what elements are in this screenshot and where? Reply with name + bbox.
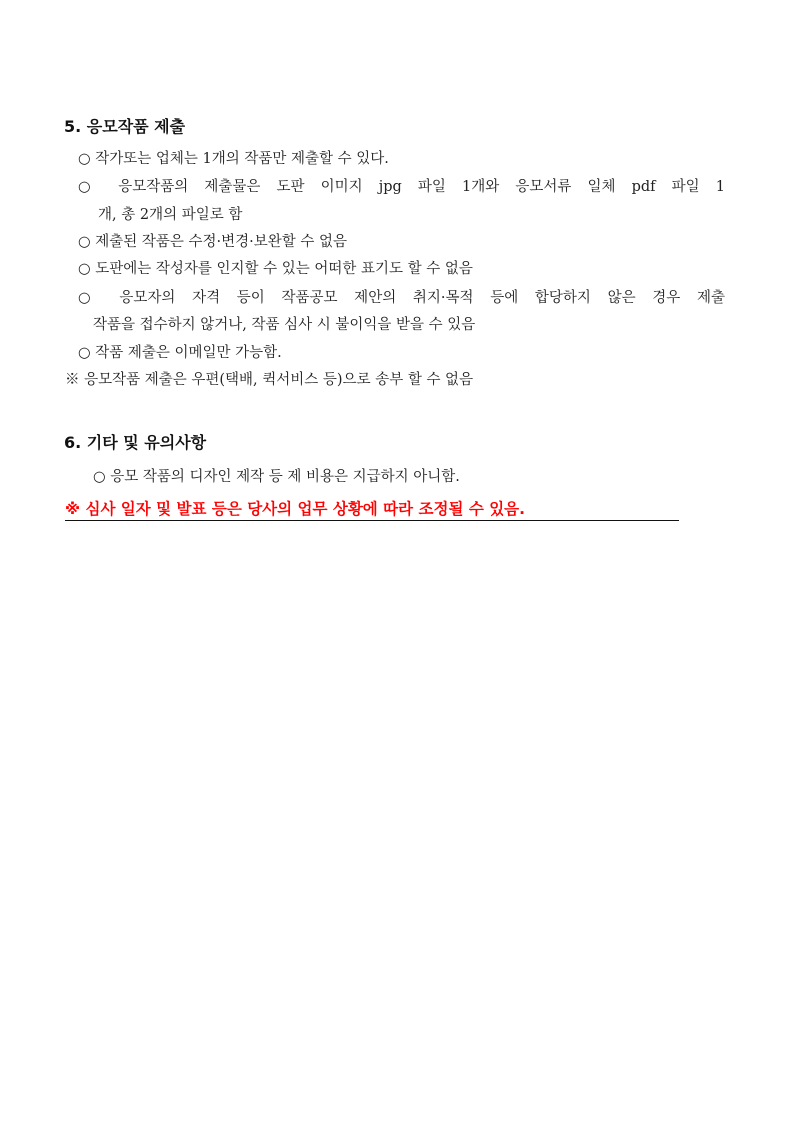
- section-5-item-2: ○ 응모작품의 제출물은 도판 이미지 jpg 파일 1개와 응모서류 일체 pdf 파일 1: [78, 179, 725, 195]
- section-5-item-6: ○ 작품 제출은 이메일만 가능함.: [78, 345, 282, 361]
- section-6-item-1: ○ 응모 작품의 디자인 제작 등 제 비용은 지급하지 아니함.: [93, 469, 460, 485]
- section-5-item-5-continued: 작품을 접수하지 않거나, 작품 심사 시 불이익을 받을 수 있음: [93, 317, 476, 333]
- section-5-heading: 5. 응모작품 제출: [64, 117, 186, 136]
- schedule-notice: ※ 심사 일자 및 발표 등은 당사의 업무 상황에 따라 조정될 수 있음.: [65, 499, 679, 521]
- section-5-note: ※ 응모작품 제출은 우편(택배, 퀵서비스 등)으로 송부 할 수 없음: [65, 372, 474, 388]
- section-6-heading: 6. 기타 및 유의사항: [64, 433, 207, 452]
- section-5-item-1: ○ 작가또는 업체는 1개의 작품만 제출할 수 있다.: [78, 151, 389, 167]
- section-5-item-5: ○ 응모자의 자격 등이 작품공모 제안의 취지·목적 등에 합당하지 않은 경우 제출: [78, 290, 725, 306]
- section-5-item-3: ○ 제출된 작품은 수정·변경·보완할 수 없음: [78, 234, 348, 250]
- section-5-item-2-continued: 개, 총 2개의 파일로 함: [98, 207, 243, 223]
- section-5-item-4: ○ 도판에는 작성자를 인지할 수 있는 어떠한 표기도 할 수 없음: [78, 261, 473, 277]
